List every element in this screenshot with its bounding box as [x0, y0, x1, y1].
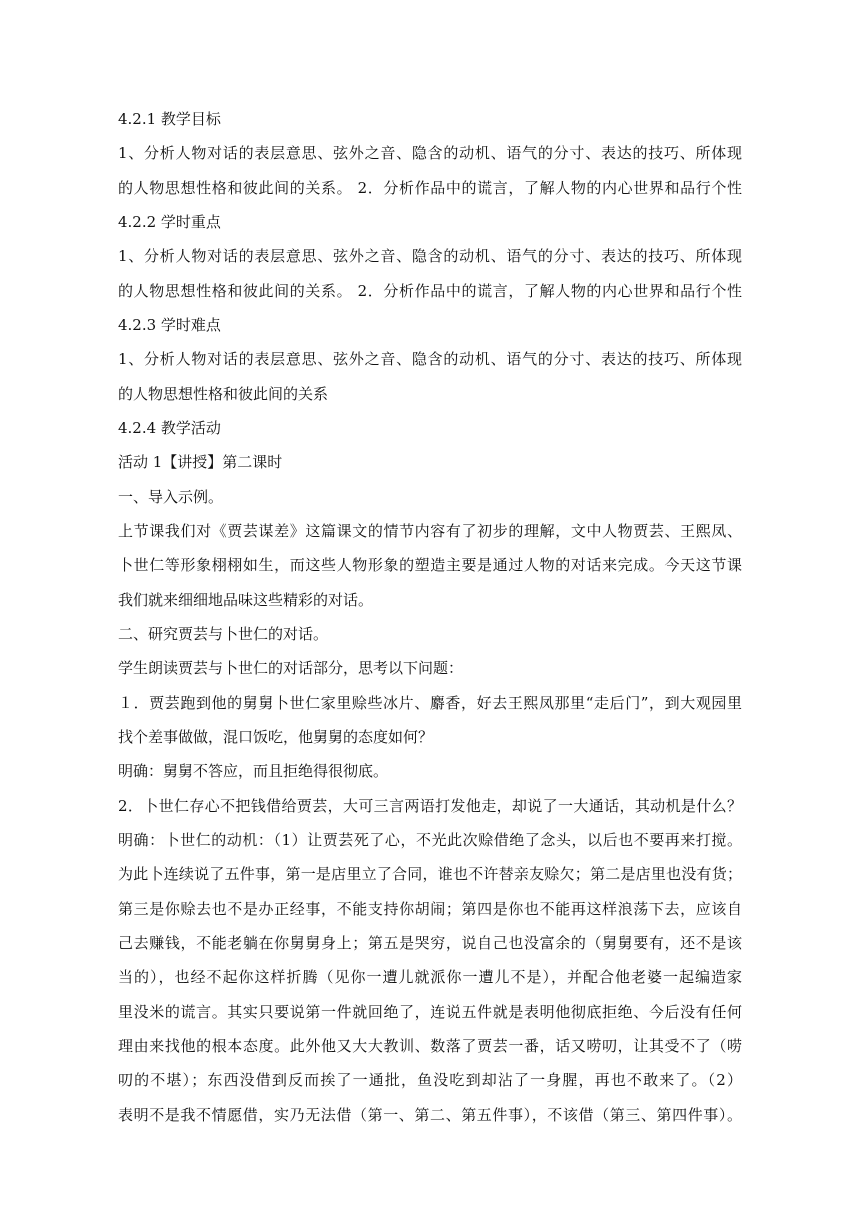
paragraph-line: 的人物思想性格和彼此间的关系。 2．分析作品中的谎言，了解人物的内心世界和品行个性 — [118, 282, 742, 300]
answer-line: 第三是你赊去也不是办正经事，不能支持你胡闹；第四是你也不能再这样浪荡下去，应该自 — [118, 900, 742, 918]
paragraph-line: 的人物思想性格和彼此间的关系。 2．分析作品中的谎言，了解人物的内心世界和品行个性 — [118, 179, 742, 197]
answer-line: 为此卜连续说了五件事，第一是店里立了合同，谁也不许替亲友赊欠；第二是店里也没有货； — [118, 865, 742, 883]
heading-teaching-goals: 4.2.1 教学目标 — [118, 110, 221, 128]
paragraph-line: 1、分析人物对话的表层意思、弦外之音、隐含的动机、语气的分寸、表达的技巧、所体现 — [118, 247, 742, 265]
question-line: 找个差事做做，混口饭吃，他舅舅的态度如何？ — [118, 728, 434, 746]
section-heading: 一、导入示例。 — [118, 488, 224, 506]
paragraph-line: 的人物思想性格和彼此间的关系 — [118, 385, 329, 403]
answer-line: 当的），也经不起你这样折腾（见你一遭儿就派你一遭儿不是），并配合他老婆一起编造家 — [118, 968, 742, 986]
answer-line: 表明不是我不情愿借，实乃无法借（第一、第二、第五件事），不该借（第三、第四件事）。 — [118, 1106, 742, 1124]
question-line: １．贾芸跑到他的舅舅卜世仁家里赊些冰片、麝香，好去王熙凤那里“走后门”，到大观园里 — [118, 694, 742, 712]
paragraph-line: 上节课我们对《贾芸谋差》这篇课文的情节内容有了初步的理解，文中人物贾芸、王熙凤、 — [118, 522, 742, 540]
answer-line: 里没米的谎言。其实只要说第一件就回绝了，连说五件就是表明他彻底拒绝、今后没有任何 — [118, 1003, 742, 1021]
section-heading: 二、研究贾芸与卜世仁的对话。 — [118, 625, 329, 643]
heading-key-points: 4.2.2 学时重点 — [118, 213, 221, 231]
answer-line: 明确：卜世仁的动机：（1）让贾芸死了心，不光此次赊借绝了念头，以后也不要再来打搅。 — [118, 831, 742, 849]
paragraph-line: 我们就来细细地品味这些精彩的对话。 — [118, 591, 374, 609]
heading-teaching-activities: 4.2.4 教学活动 — [118, 419, 221, 437]
activity-title: 活动 1【讲授】第二课时 — [118, 453, 283, 471]
paragraph-line: 1、分析人物对话的表层意思、弦外之音、隐含的动机、语气的分寸、表达的技巧、所体现 — [118, 144, 742, 162]
paragraph-line: 学生朗读贾芸与卜世仁的对话部分，思考以下问题： — [118, 659, 464, 677]
paragraph-line: 卜世仁等形象栩栩如生，而这些人物形象的塑造主要是通过人物的对话来完成。今天这节课 — [118, 556, 742, 574]
paragraph-line: 1、分析人物对话的表层意思、弦外之音、隐含的动机、语气的分寸、表达的技巧、所体现 — [118, 350, 742, 368]
answer-line: 理由来找他的根本态度。此外他又大大教训、数落了贾芸一番，话又唠叨，让其受不了（唠 — [118, 1037, 742, 1055]
question-line: 2．卜世仁存心不把钱借给贾芸，大可三言两语打发他走，却说了一大通话，其动机是什么？ — [118, 797, 742, 815]
answer-line: 叨的不堪）；东西没借到反而挨了一通批，鱼没吃到却沾了一身腥，再也不敢来了。（2） — [118, 1071, 742, 1089]
answer-line: 己去赚钱，不能老躺在你舅舅身上；第五是哭穷，说自己也没富余的（舅舅要有，还不是该 — [118, 934, 742, 952]
heading-difficult-points: 4.2.3 学时难点 — [118, 316, 221, 334]
answer-line: 明确：舅舅不答应，而且拒绝得很彻底。 — [118, 762, 389, 780]
